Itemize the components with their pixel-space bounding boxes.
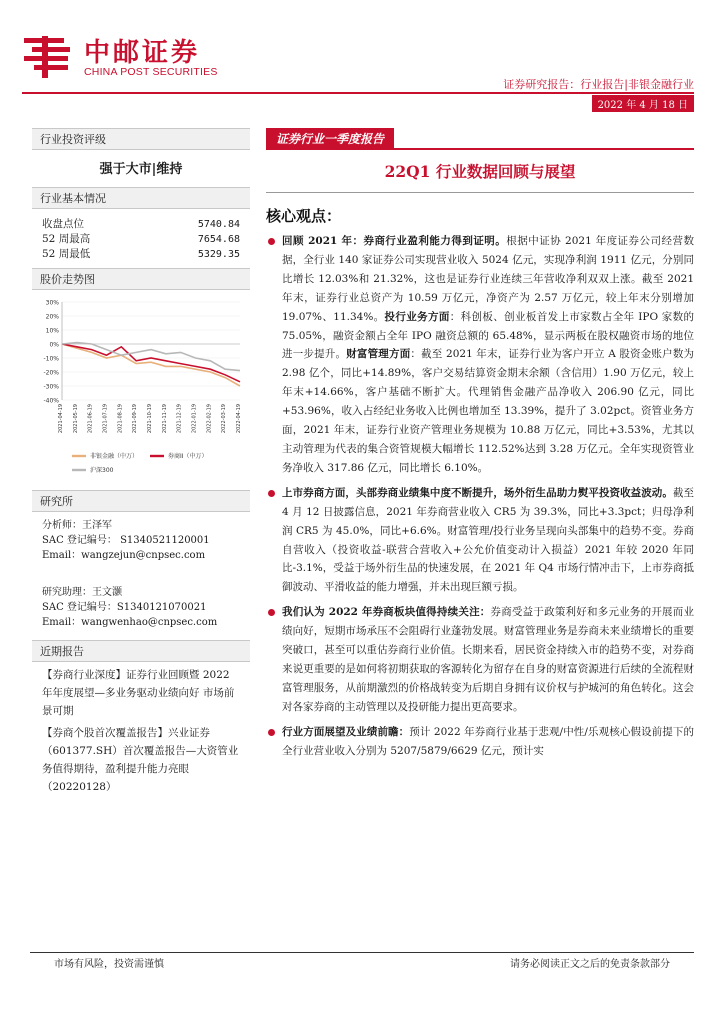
x-tick-label: 2022-01-19 (191, 404, 198, 434)
paragraph-emphasis: 回顾 2021 年：券商行业盈利能力得到证明。 (282, 235, 507, 247)
legend-label: 沪深300 (90, 467, 114, 474)
logo-english-name: CHINA POST SECURITIES (84, 66, 218, 78)
risk-notice: 市场有风险，投资需谨慎 (54, 959, 164, 970)
sidebar (32, 128, 250, 800)
core-paragraph (266, 603, 694, 716)
basics-row: 收盘点位 5740.84 (42, 218, 240, 230)
recent-section-title: 近期报告 (32, 640, 250, 662)
research-section-title: 研究所 (32, 490, 250, 512)
series-line (62, 343, 240, 371)
paragraph-emphasis: 财富管理方面 (346, 348, 411, 361)
x-tick-label: 2022-02-19 (206, 404, 213, 434)
company-logo (22, 30, 247, 80)
y-tick-label: 10% (45, 327, 59, 335)
main-content (266, 128, 694, 760)
assistant-name: 研究助理：王文灏 (42, 587, 122, 598)
x-tick-label: 2021-08-19 (117, 404, 124, 434)
y-tick-label: -10% (43, 355, 59, 363)
report-category: 证券研究报告：行业报告|非银金融行业 (503, 78, 694, 91)
recent-report-item[interactable]: 【券商个股首次覆盖报告】兴业证券（601377.SH）首次覆盖报告—大资管业务值得期待，盈利提升能力亮眼（20220128） (42, 727, 239, 793)
paragraph-text: 券商受益于政策利好和多元业务的开展而业绩向好，短期市场承压不会阻碍行业蓬勃发展。财富管理业务是券商未来业绩增长的重要突破口，甚至可以重估券商行业价值。长期来看，居民资金持续入市的趋势不变，对券商来说更重要的是如何将初期获取的客源转化为留存在自身的财富资源进行后续的全流程财富管理服务，从前期激烈的价格战转变为后期自身拥有议价权与护城河的角色转化。这会对各家券商的主动管理以及投研能力提出更高要求。 (282, 606, 694, 713)
report-date: 2022 年 4 月 18 日 (592, 95, 694, 112)
paragraph-text: ：科创板、创业板首发上市家数占全年 IPO 家数的 75.05%，融资金额占全年 IPO 融资总额的 65.48%，显示两板在股权融资市场的地位进一步提升。 (282, 310, 694, 361)
recent-report-item[interactable]: 【券商行业深度】证券行业回顾暨 2022 年年度展望—多业务驱动业绩向好 市场前景可期 (42, 669, 235, 717)
core-paragraph (266, 484, 694, 597)
x-tick-label: 2021-09-19 (132, 404, 139, 434)
header-divider (22, 92, 694, 94)
x-tick-label: 2021-06-19 (87, 404, 94, 434)
assistant-email: Email：wangwenhao@cnpsec.com (42, 617, 218, 628)
bullet-icon (268, 609, 275, 616)
x-tick-label: 2022-04-19 (236, 404, 242, 434)
analyst-name: 分析师：王泽军 (42, 520, 112, 531)
x-tick-label: 2021-05-19 (72, 404, 79, 434)
y-tick-label: -20% (43, 369, 59, 377)
y-tick-label: 30% (45, 299, 59, 307)
bullet-icon (268, 238, 275, 245)
report-title: 22Q1 行业数据回顾与展望 (384, 162, 576, 181)
legend-label: 非银金融（中万） (90, 453, 139, 460)
paragraph-emphasis: 投行业务方面 (384, 310, 450, 323)
trend-section-title: 股价走势图 (32, 268, 250, 290)
y-tick-label: -40% (43, 397, 59, 405)
analyst-sac: SAC 登记编号： S1340521120001 (42, 535, 210, 546)
basics-row: 52 周最低 5329.35 (42, 248, 240, 260)
core-paragraphs (266, 232, 694, 760)
basics-row: 52 周最高 7654.68 (42, 233, 240, 245)
logo-chinese-name: 中邮证券 (84, 38, 201, 68)
y-tick-label: -30% (43, 383, 59, 391)
footer-divider (30, 952, 694, 953)
basics-section-title: 行业基本情况 (32, 187, 250, 209)
analyst-info (32, 512, 250, 630)
core-paragraph (266, 723, 694, 761)
x-tick-label: 2021-12-19 (176, 404, 183, 434)
core-paragraph (266, 232, 694, 478)
core-heading: 核心观点： (266, 207, 342, 225)
recent-reports (32, 662, 250, 796)
disclaimer-notice: 请务必阅读正文之后的免责条款部分 (510, 959, 670, 970)
paragraph-text: ：截至 2021 年末，证券行业为客户开立 A 股资金账户数为 2.98 亿个，同比+14.89%，客户交易结算资金期末余额（含信用）1.90 万亿元，较上年末+14.66%，客户基础不断扩大。代理销售金融产品净收入 206.90 亿元，同比+53.96%，收入占经纪业务收入比例也增加至 13.39%，提升了 3.02pct。资管业务方面，2021 年末，证券行业资产管理业务规模为 10.88 万亿元，同比+3.53%，尤其以主动管理为代表的集合资管规模大幅增长 112.52%达到 3.28 万亿元。全年实现资管业务净收入 317.86 亿元，同比增长 6.10%。 (282, 348, 695, 474)
title-divider (266, 192, 694, 193)
x-tick-label: 2021-04-19 (58, 404, 64, 434)
industry-rating: 强于大市|维持 (99, 162, 183, 177)
bullet-icon (268, 490, 275, 497)
paragraph-text: 截至 4 月 12 日披露信息，2021 年券商营业收入 CR5 为 39.3%，同比+3.3pct；归母净利润 CR5 为 45.0%，同比+6.6%。财富管理/投行业务呈现向头部集中的趋势不变。券商自营收入（投资收益-联营合营收入+公允价值变动计入损益）2021 年较 2020 年同比-3.1%，受益于场外衍生品的快速发展，在 2021 年 Q4 市场行情冲击下，上市券商抵御波动、平滑收益的能力增强，并未出现巨额亏损。 (282, 486, 695, 594)
y-tick-label: 20% (45, 313, 59, 321)
x-tick-label: 2022-03-19 (221, 404, 228, 434)
x-tick-label: 2021-11-19 (161, 404, 168, 434)
paragraph-emphasis: 行业方面展望及业绩前瞻： (282, 725, 410, 738)
x-tick-label: 2021-07-19 (102, 404, 109, 434)
legend-label: 券商II（中万） (168, 453, 208, 460)
paragraph-text: 预计 2022 年券商行业基于悲观/中性/乐观核心假设前提下的全行业营业收入分别为 5207/5879/6629 亿元，预计实 (282, 725, 694, 757)
assistant-sac: SAC 登记编号：S1340121070021 (42, 602, 207, 613)
paragraph-text: 根据中证协 2021 年度证券公司经营数据，全行业 140 家证券公司实现营业收入 5024 亿元，实现净利润 1911 亿元，分别同比增长 12.03%和 21.32%，这也是证券行业连续三年营收净利双双上涨。截至 2021 年末，证券行业总资产为 10.59 万亿元，净资产为 2.57 万亿元，较上年末分别增加 19.07%、11.34%。 (282, 235, 694, 323)
paragraph-emphasis: 上市券商方面，头部券商业绩集中度不断提升，场外衍生品助力熨平投资收益波动。 (282, 486, 673, 499)
report-type-tag: 证券行业一季度报告 (266, 128, 394, 150)
stock-trend-chart (32, 290, 250, 490)
x-tick-label: 2021-10-19 (147, 404, 153, 434)
paragraph-emphasis: 我们认为 2022 年券商板块值得持续关注： (282, 606, 491, 619)
china-post-logo-icon (22, 32, 76, 80)
rating-section-title: 行业投资评级 (32, 128, 250, 150)
bullet-icon (268, 729, 275, 736)
y-tick-label: 0% (49, 341, 59, 349)
analyst-email: Email：wangzejun@cnpsec.com (42, 550, 206, 561)
